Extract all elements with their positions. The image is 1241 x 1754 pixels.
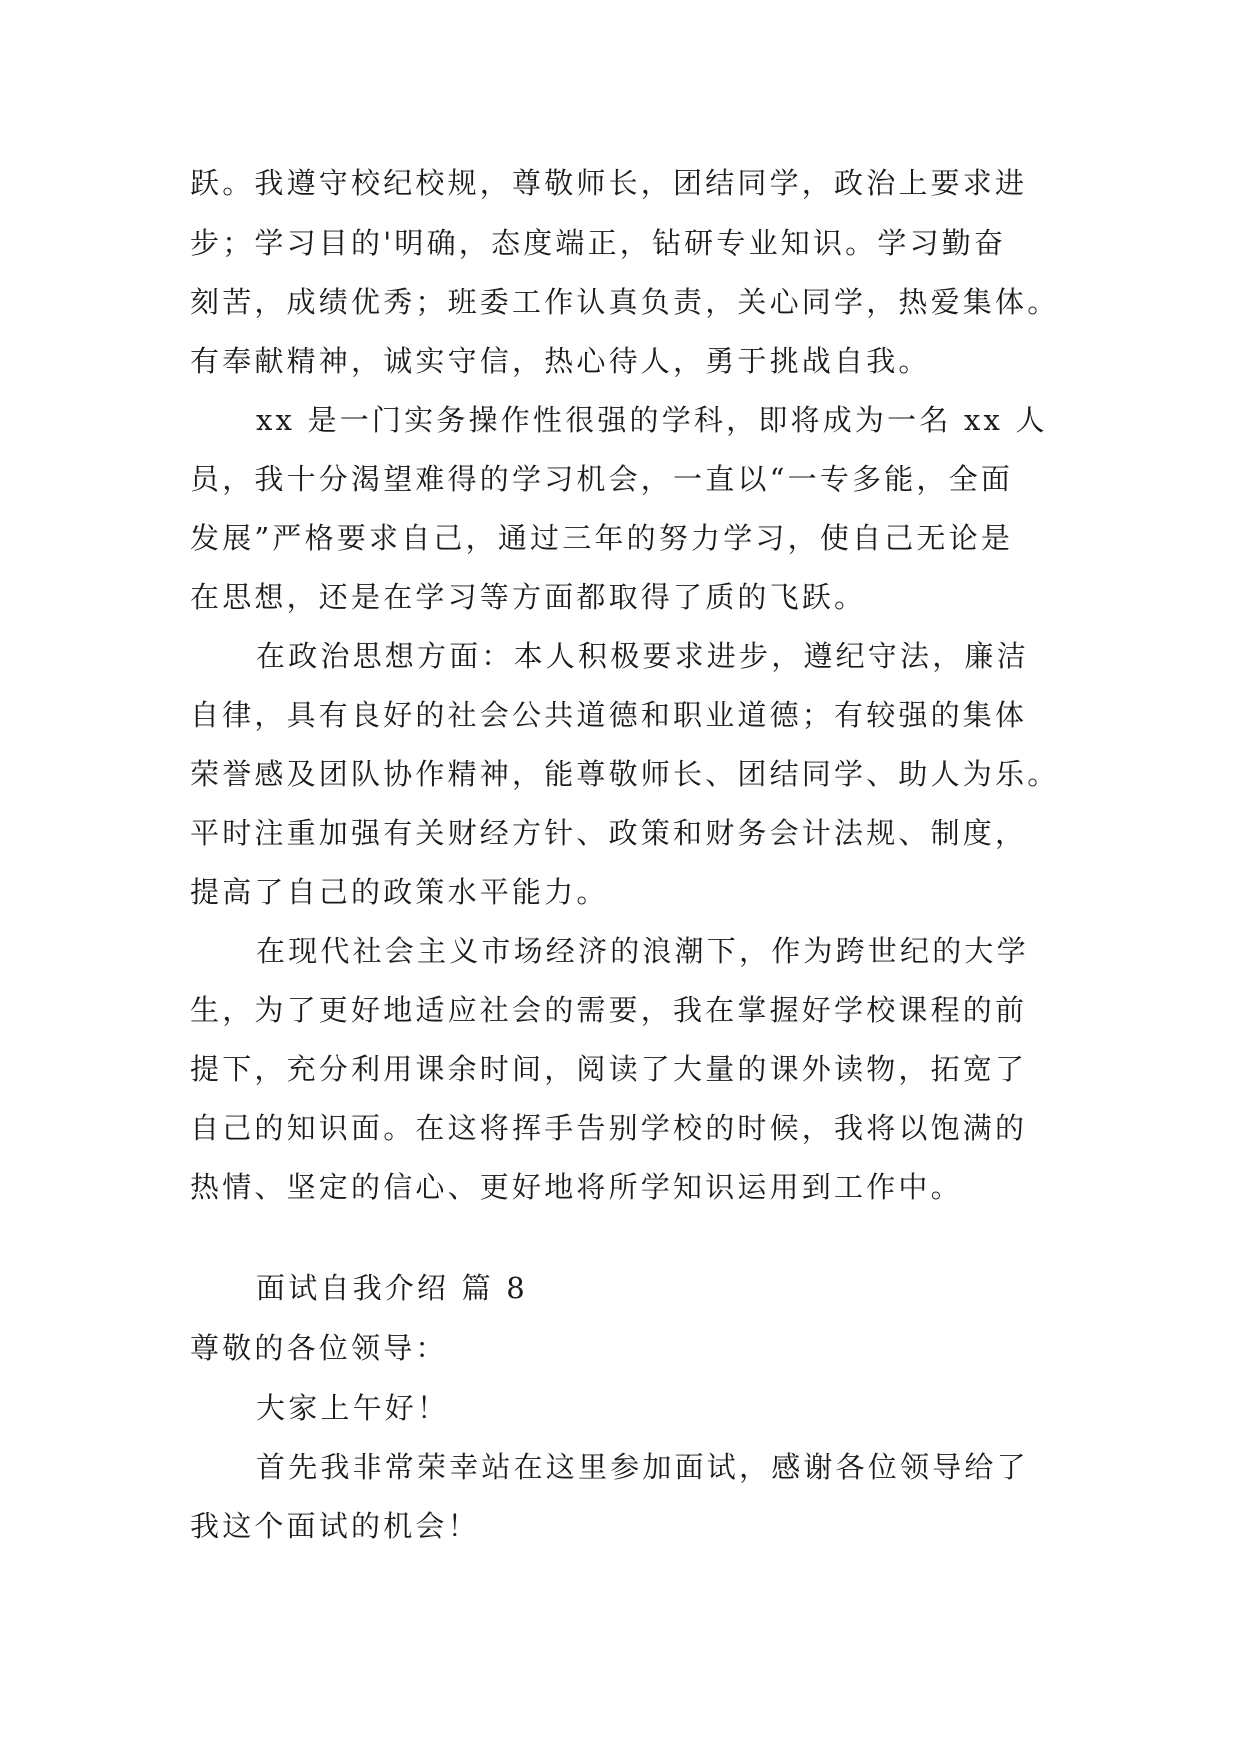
section-heading: 面试自我介绍 篇 8 — [256, 1271, 528, 1305]
text-line: 提下，充分利用课余时间，阅读了大量的课外读物，拓宽了 — [190, 1052, 1028, 1086]
paragraph-first-line: 在政治思想方面：本人积极要求进步，遵纪守法，廉洁 — [256, 639, 1029, 673]
text-line: 荣誉感及团队协作精神，能尊敬师长、团结同学、助人为乐。 — [190, 757, 1060, 791]
text-line: 我这个面试的机会！ — [190, 1509, 480, 1543]
text-line: 平时注重加强有关财经方针、政策和财务会计法规、制度， — [190, 816, 1028, 850]
text-line: 跃。我遵守校纪校规，尊敬师长，团结同学，政治上要求进 — [190, 166, 1028, 200]
text-line: 刻苦，成绩优秀；班委工作认真负责，关心同学，热爱集体。 — [190, 285, 1060, 319]
paragraph-first-line: xx 是一门实务操作性很强的学科，即将成为一名 xx 人 — [256, 403, 1048, 437]
text-line: 自律，具有良好的社会公共道德和职业道德；有较强的集体 — [190, 698, 1028, 732]
text-line: 提高了自己的政策水平能力。 — [190, 875, 609, 909]
paragraph-first-line: 首先我非常荣幸站在这里参加面试，感谢各位领导给了 — [256, 1450, 1029, 1484]
text-line: 热情、坚定的信心、更好地将所学知识运用到工作中。 — [190, 1170, 963, 1204]
text-line: 有奉献精神，诚实守信，热心待人，勇于挑战自我。 — [190, 344, 931, 378]
salutation: 尊敬的各位领导： — [190, 1331, 448, 1365]
text-line: 步；学习目的'明确，态度端正，钻研专业知识。学习勤奋 — [190, 226, 1007, 260]
text-line: 在思想，还是在学习等方面都取得了质的飞跃。 — [190, 580, 867, 614]
text-line: 生，为了更好地适应社会的需要，我在掌握好学校课程的前 — [190, 993, 1028, 1027]
text-line: 自己的知识面。在这将挥手告别学校的时候，我将以饱满的 — [190, 1111, 1028, 1145]
paragraph-first-line: 在现代社会主义市场经济的浪潮下，作为跨世纪的大学 — [256, 934, 1029, 968]
text-line: 发展”严格要求自己，通过三年的努力学习，使自己无论是 — [190, 521, 1014, 555]
text-line: 员，我十分渴望难得的学习机会，一直以“一专多能，全面 — [190, 462, 1014, 496]
greeting: 大家上午好！ — [256, 1391, 450, 1425]
